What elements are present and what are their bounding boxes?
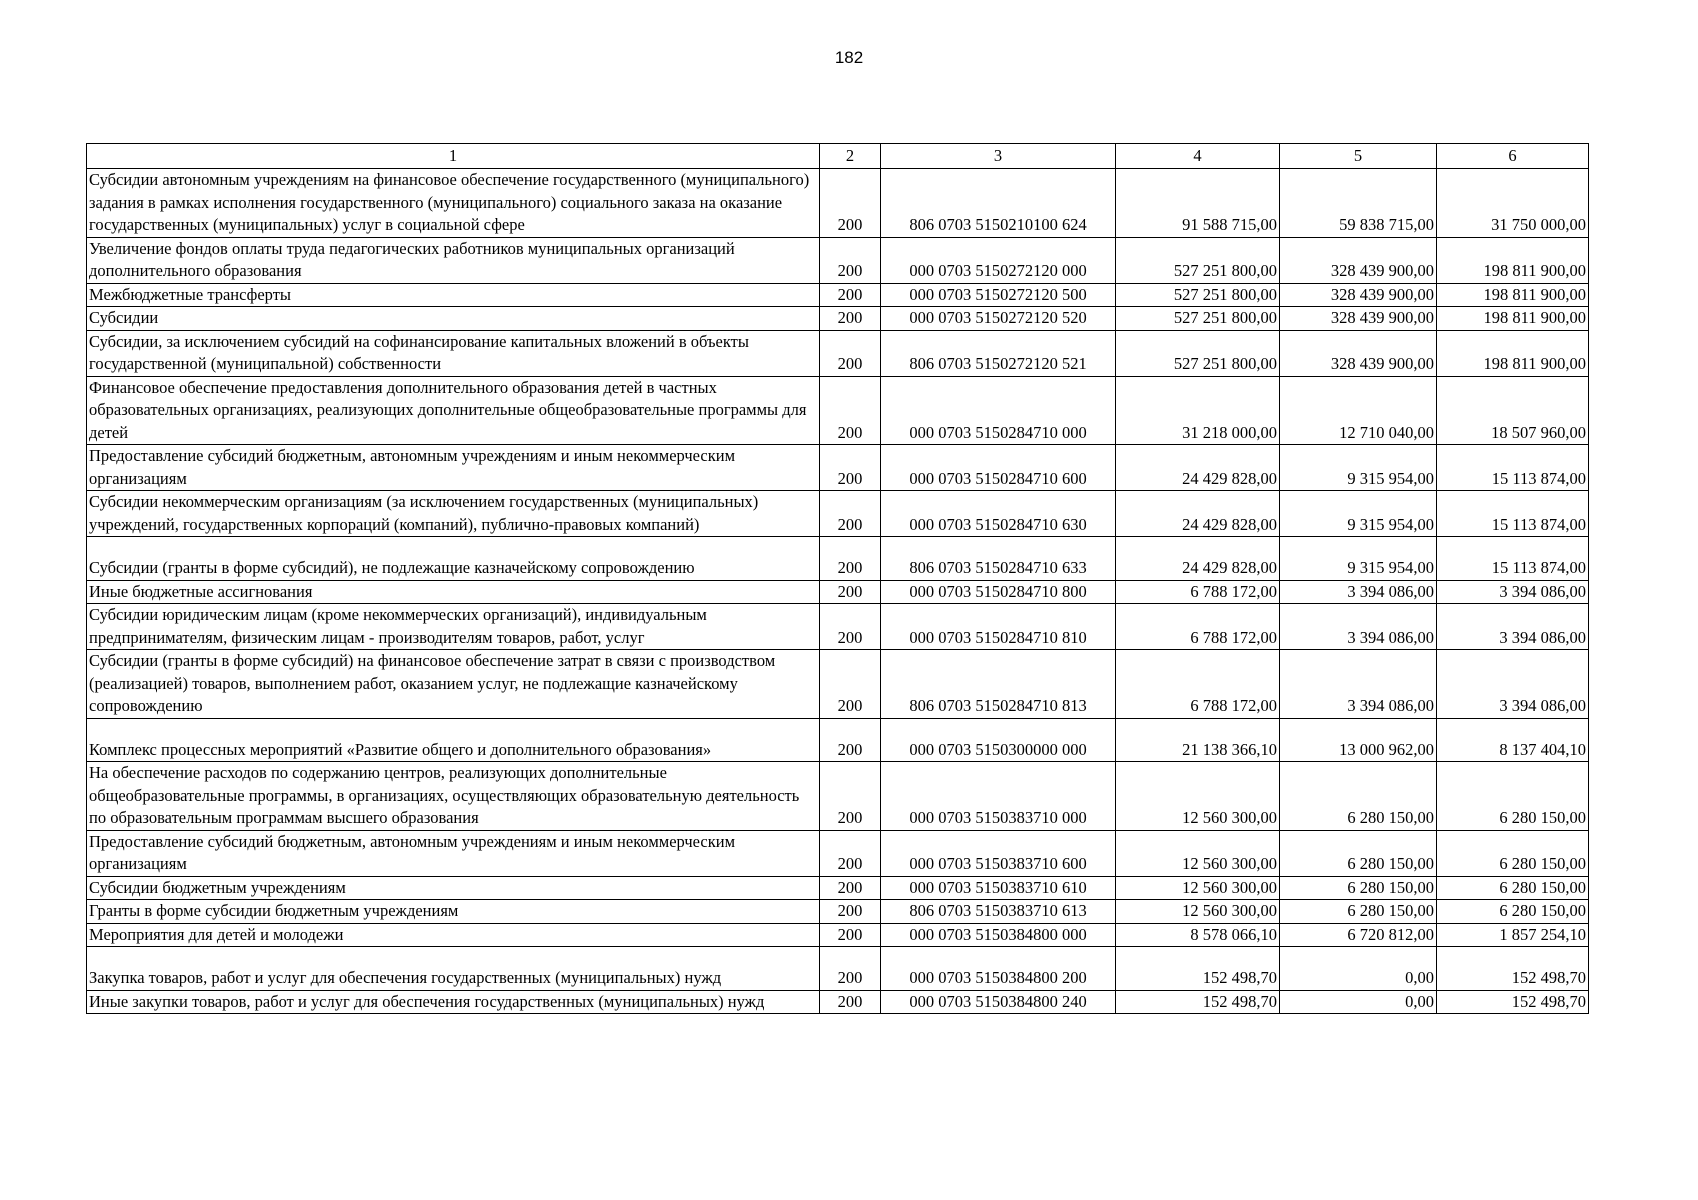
row-amount-col6-cell: 198 811 900,00 <box>1437 237 1589 283</box>
row-name-cell: Закупка товаров, работ и услуг для обеспечения государственных (муниципальных) нужд <box>87 947 820 991</box>
row-kbk-cell: 000 0703 5150383710 600 <box>881 830 1116 876</box>
row-kbk-cell: 806 0703 5150272120 521 <box>881 330 1116 376</box>
row-amount-total-cell: 12 560 300,00 <box>1116 876 1280 900</box>
row-amount-col6-cell: 6 280 150,00 <box>1437 762 1589 831</box>
row-name-cell: Субсидии (гранты в форме субсидий) на финансовое обеспечение затрат в связи с производством (реализацией) товаров, выполнением работ, оказанием услуг, не подлежащие казначейскому сопровождению <box>87 650 820 719</box>
row-code-cell: 200 <box>820 491 881 537</box>
table-row <box>87 491 1589 537</box>
row-amount-col6-cell: 3 394 086,00 <box>1437 604 1589 650</box>
row-kbk-cell: 000 0703 5150284710 810 <box>881 604 1116 650</box>
row-name-cell: Субсидии бюджетным учреждениям <box>87 876 820 900</box>
row-code-cell: 200 <box>820 762 881 831</box>
table-row <box>87 169 1589 238</box>
table-row <box>87 307 1589 331</box>
row-amount-col6-cell: 152 498,70 <box>1437 947 1589 991</box>
row-amount-total-cell: 24 429 828,00 <box>1116 491 1280 537</box>
row-amount-col5-cell: 0,00 <box>1280 947 1437 991</box>
row-code-cell: 200 <box>820 830 881 876</box>
row-name-cell: Субсидии некоммерческим организациям (за исключением государственных (муниципальных) учреждений, государственных корпораций (компаний), публично-правовых компаний) <box>87 491 820 537</box>
row-amount-col5-cell: 9 315 954,00 <box>1280 491 1437 537</box>
row-code-cell: 200 <box>820 283 881 307</box>
row-code-cell: 200 <box>820 876 881 900</box>
row-amount-total-cell: 152 498,70 <box>1116 947 1280 991</box>
column-header: 4 <box>1116 144 1280 169</box>
row-amount-col6-cell: 18 507 960,00 <box>1437 376 1589 445</box>
row-amount-col6-cell: 198 811 900,00 <box>1437 330 1589 376</box>
row-kbk-cell: 000 0703 5150383710 000 <box>881 762 1116 831</box>
row-amount-total-cell: 6 788 172,00 <box>1116 650 1280 719</box>
row-amount-total-cell: 24 429 828,00 <box>1116 445 1280 491</box>
row-amount-total-cell: 527 251 800,00 <box>1116 283 1280 307</box>
budget-table <box>86 143 1589 1014</box>
row-amount-col6-cell: 3 394 086,00 <box>1437 650 1589 719</box>
table-row <box>87 900 1589 924</box>
row-amount-col6-cell: 15 113 874,00 <box>1437 537 1589 581</box>
row-kbk-cell: 000 0703 5150384800 000 <box>881 923 1116 947</box>
row-name-cell: Субсидии автономным учреждениям на финансовое обеспечение государственного (муниципального) задания в рамках исполнения государственного (муниципального) социального заказа на оказание государственных (муниципальных) услуг в социальной сфере <box>87 169 820 238</box>
row-amount-col6-cell: 152 498,70 <box>1437 990 1589 1014</box>
row-kbk-cell: 000 0703 5150300000 000 <box>881 718 1116 762</box>
row-amount-col5-cell: 13 000 962,00 <box>1280 718 1437 762</box>
row-amount-total-cell: 21 138 366,10 <box>1116 718 1280 762</box>
row-amount-col6-cell: 6 280 150,00 <box>1437 900 1589 924</box>
row-name-cell: Межбюджетные трансферты <box>87 283 820 307</box>
row-code-cell: 200 <box>820 650 881 719</box>
row-kbk-cell: 000 0703 5150272120 520 <box>881 307 1116 331</box>
row-amount-col5-cell: 6 720 812,00 <box>1280 923 1437 947</box>
row-code-cell: 200 <box>820 307 881 331</box>
column-header: 5 <box>1280 144 1437 169</box>
table-row <box>87 923 1589 947</box>
row-name-cell: Финансовое обеспечение предоставления дополнительного образования детей в частных образовательных организациях, реализующих дополнительные общеобразовательные программы для детей <box>87 376 820 445</box>
column-header: 2 <box>820 144 881 169</box>
table-row <box>87 604 1589 650</box>
row-amount-col5-cell: 3 394 086,00 <box>1280 650 1437 719</box>
row-kbk-cell: 000 0703 5150383710 610 <box>881 876 1116 900</box>
column-header: 3 <box>881 144 1116 169</box>
table-row <box>87 830 1589 876</box>
row-name-cell: Гранты в форме субсидии бюджетным учреждениям <box>87 900 820 924</box>
row-kbk-cell: 000 0703 5150272120 000 <box>881 237 1116 283</box>
row-amount-col6-cell: 1 857 254,10 <box>1437 923 1589 947</box>
row-kbk-cell: 000 0703 5150284710 000 <box>881 376 1116 445</box>
row-code-cell: 200 <box>820 580 881 604</box>
row-name-cell: Мероприятия для детей и молодежи <box>87 923 820 947</box>
row-name-cell: Субсидии <box>87 307 820 331</box>
row-code-cell: 200 <box>820 718 881 762</box>
row-kbk-cell: 806 0703 5150383710 613 <box>881 900 1116 924</box>
row-amount-col5-cell: 6 280 150,00 <box>1280 900 1437 924</box>
table-row <box>87 580 1589 604</box>
row-code-cell: 200 <box>820 237 881 283</box>
row-kbk-cell: 806 0703 5150284710 813 <box>881 650 1116 719</box>
row-amount-col6-cell: 15 113 874,00 <box>1437 491 1589 537</box>
row-code-cell: 200 <box>820 169 881 238</box>
row-amount-col6-cell: 31 750 000,00 <box>1437 169 1589 238</box>
row-name-cell: Предоставление субсидий бюджетным, автономным учреждениям и иным некоммерческим организациям <box>87 445 820 491</box>
row-amount-total-cell: 6 788 172,00 <box>1116 604 1280 650</box>
row-amount-total-cell: 12 560 300,00 <box>1116 762 1280 831</box>
row-kbk-cell: 806 0703 5150284710 633 <box>881 537 1116 581</box>
row-amount-col5-cell: 328 439 900,00 <box>1280 237 1437 283</box>
column-header: 1 <box>87 144 820 169</box>
row-kbk-cell: 000 0703 5150384800 240 <box>881 990 1116 1014</box>
row-amount-col6-cell: 8 137 404,10 <box>1437 718 1589 762</box>
page-number: 182 <box>834 48 864 67</box>
row-name-cell: Субсидии, за исключением субсидий на софинансирование капитальных вложений в объекты государственной (муниципальной) собственности <box>87 330 820 376</box>
table-row <box>87 947 1589 991</box>
row-name-cell: Увеличение фондов оплаты труда педагогических работников муниципальных организаций дополнительного образования <box>87 237 820 283</box>
row-kbk-cell: 000 0703 5150284710 630 <box>881 491 1116 537</box>
table-body <box>87 169 1589 1014</box>
row-name-cell: Комплекс процессных мероприятий «Развитие общего и дополнительного образования» <box>87 718 820 762</box>
row-amount-col5-cell: 328 439 900,00 <box>1280 283 1437 307</box>
row-amount-total-cell: 527 251 800,00 <box>1116 307 1280 331</box>
row-amount-col5-cell: 328 439 900,00 <box>1280 307 1437 331</box>
table-row <box>87 876 1589 900</box>
table-row <box>87 537 1589 581</box>
table-row <box>87 445 1589 491</box>
table-row <box>87 237 1589 283</box>
row-amount-total-cell: 152 498,70 <box>1116 990 1280 1014</box>
table-row <box>87 376 1589 445</box>
column-header: 6 <box>1437 144 1589 169</box>
row-amount-total-cell: 527 251 800,00 <box>1116 237 1280 283</box>
row-amount-total-cell: 91 588 715,00 <box>1116 169 1280 238</box>
row-code-cell: 200 <box>820 445 881 491</box>
row-code-cell: 200 <box>820 923 881 947</box>
row-amount-col6-cell: 198 811 900,00 <box>1437 283 1589 307</box>
row-amount-col5-cell: 12 710 040,00 <box>1280 376 1437 445</box>
row-name-cell: На обеспечение расходов по содержанию центров, реализующих дополнительные общеобразовательные программы, в организациях, осуществляющих образовательную деятельность по образовательным программам высшего образования <box>87 762 820 831</box>
row-amount-total-cell: 31 218 000,00 <box>1116 376 1280 445</box>
row-kbk-cell: 000 0703 5150284710 800 <box>881 580 1116 604</box>
row-amount-col5-cell: 3 394 086,00 <box>1280 604 1437 650</box>
row-name-cell: Иные закупки товаров, работ и услуг для обеспечения государственных (муниципальных) нужд <box>87 990 820 1014</box>
row-code-cell: 200 <box>820 900 881 924</box>
table-row <box>87 762 1589 831</box>
row-amount-col5-cell: 9 315 954,00 <box>1280 445 1437 491</box>
row-amount-total-cell: 12 560 300,00 <box>1116 830 1280 876</box>
row-amount-col5-cell: 6 280 150,00 <box>1280 876 1437 900</box>
row-amount-col6-cell: 3 394 086,00 <box>1437 580 1589 604</box>
row-amount-total-cell: 527 251 800,00 <box>1116 330 1280 376</box>
row-amount-col5-cell: 3 394 086,00 <box>1280 580 1437 604</box>
row-code-cell: 200 <box>820 537 881 581</box>
row-name-cell: Субсидии (гранты в форме субсидий), не подлежащие казначейскому сопровождению <box>87 537 820 581</box>
row-amount-col5-cell: 6 280 150,00 <box>1280 762 1437 831</box>
row-amount-col6-cell: 198 811 900,00 <box>1437 307 1589 331</box>
row-amount-col5-cell: 59 838 715,00 <box>1280 169 1437 238</box>
table-row <box>87 650 1589 719</box>
row-amount-total-cell: 8 578 066,10 <box>1116 923 1280 947</box>
row-amount-col5-cell: 0,00 <box>1280 990 1437 1014</box>
row-amount-total-cell: 12 560 300,00 <box>1116 900 1280 924</box>
row-amount-col6-cell: 15 113 874,00 <box>1437 445 1589 491</box>
row-kbk-cell: 000 0703 5150284710 600 <box>881 445 1116 491</box>
row-name-cell: Предоставление субсидий бюджетным, автономным учреждениям и иным некоммерческим организациям <box>87 830 820 876</box>
row-name-cell: Иные бюджетные ассигнования <box>87 580 820 604</box>
row-amount-col6-cell: 6 280 150,00 <box>1437 876 1589 900</box>
table-row <box>87 990 1589 1014</box>
table-row <box>87 330 1589 376</box>
row-name-cell: Субсидии юридическим лицам (кроме некоммерческих организаций), индивидуальным предпринимателям, физическим лицам - производителям товаров, работ, услуг <box>87 604 820 650</box>
table-row <box>87 718 1589 762</box>
table-header-row <box>87 144 1589 169</box>
row-amount-col5-cell: 9 315 954,00 <box>1280 537 1437 581</box>
row-kbk-cell: 000 0703 5150272120 500 <box>881 283 1116 307</box>
row-code-cell: 200 <box>820 947 881 991</box>
row-code-cell: 200 <box>820 376 881 445</box>
row-code-cell: 200 <box>820 990 881 1014</box>
row-amount-total-cell: 24 429 828,00 <box>1116 537 1280 581</box>
row-amount-total-cell: 6 788 172,00 <box>1116 580 1280 604</box>
row-kbk-cell: 806 0703 5150210100 624 <box>881 169 1116 238</box>
row-amount-col5-cell: 328 439 900,00 <box>1280 330 1437 376</box>
row-code-cell: 200 <box>820 330 881 376</box>
row-kbk-cell: 000 0703 5150384800 200 <box>881 947 1116 991</box>
row-amount-col6-cell: 6 280 150,00 <box>1437 830 1589 876</box>
row-amount-col5-cell: 6 280 150,00 <box>1280 830 1437 876</box>
table-row <box>87 283 1589 307</box>
row-code-cell: 200 <box>820 604 881 650</box>
